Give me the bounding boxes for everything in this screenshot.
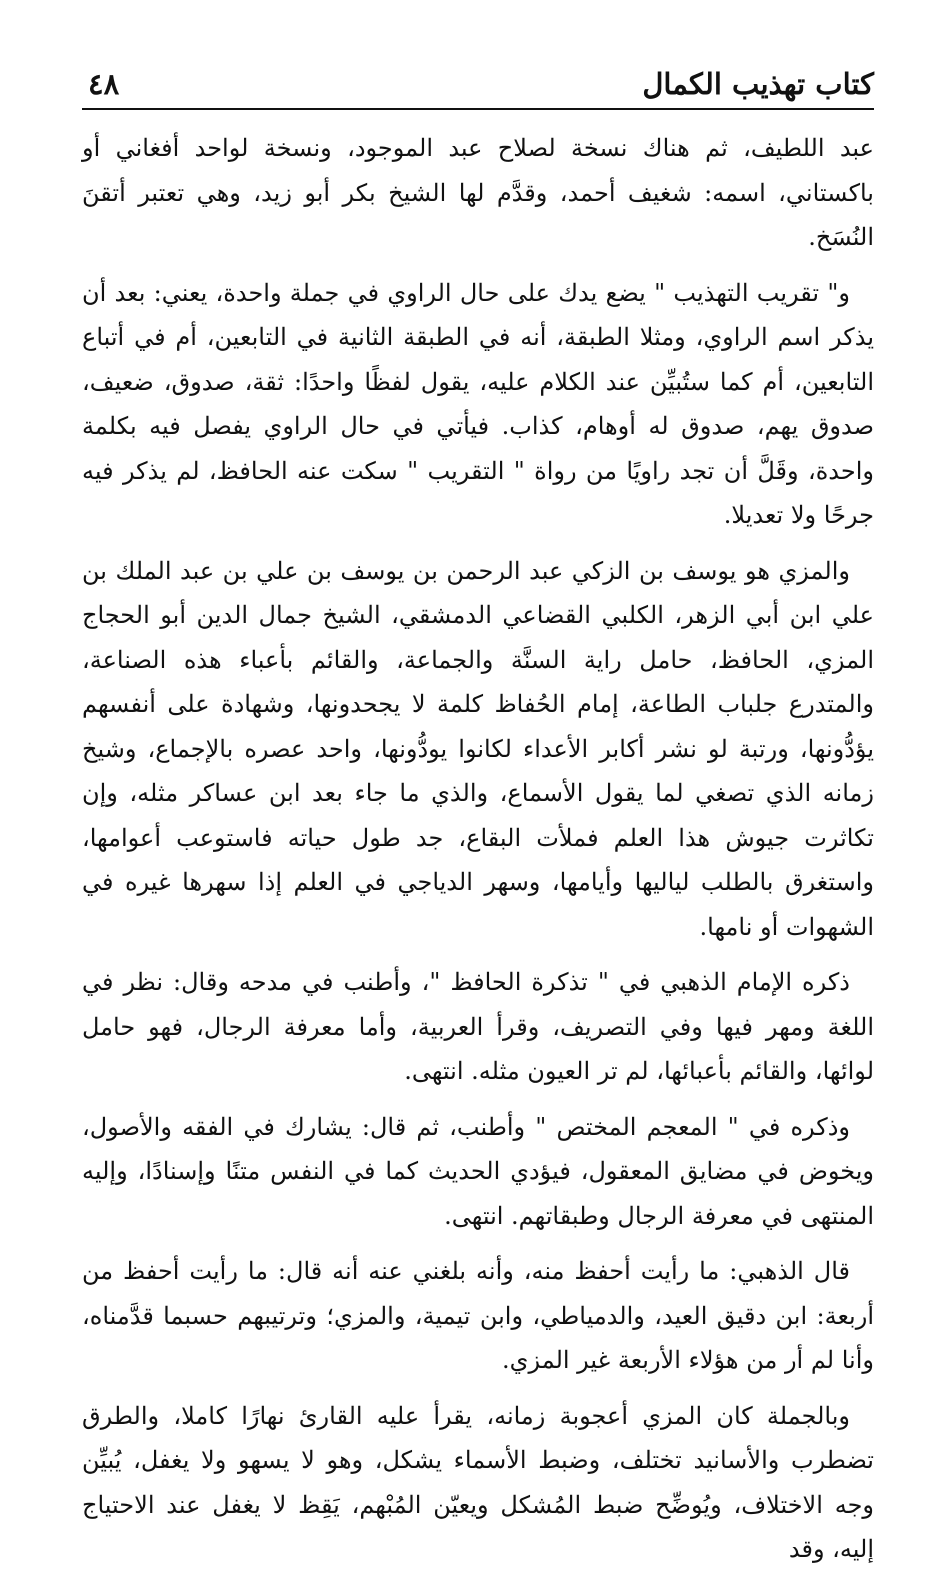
paragraph-7: وبالجملة كان المزي أعجوبة زمانه، يقرأ عليه القارئ نهارًا كاملا، والطرق تضطرب والأسانيد تختلف، وضبط الأسماء يشكل، وهو لا يسهو ولا يغفل، يُبيِّن وجه الاختلاف، ويُوضِّح ضبط المُشكل ويعيّن المُبْهم، يَقِظ لا يغفل عند الاحتياج إليه، وقد (82, 1401, 874, 1563)
page-header (82, 62, 874, 110)
paragraph-3: والمزي هو يوسف بن الزكي عبد الرحمن بن يوسف بن علي بن عبد الملك بن علي ابن أبي الزهر، الكلبي القضاعي الدمشقي، الشيخ جمال الدين أبو الحجاج المزي، الحافظ، حامل راية السنَّة والجماعة، والقائم بأعباء هذه الصناعة، والمتدرع جلباب الطاعة، إمام الحُفاظ كلمة لا يجحدونها، وشهادة على أنفسهم يؤدُّونها، ورتبة لو نشر أكابر الأعداء لكانوا يودُّونها، واحد عصره بالإجماع، وشيخ زمانه الذي تصغي لما يقول الأسماع، والذي ما جاء بعد ابن عساكر مثله، وإن تكاثرت جيوش هذا العلم فملأت البقاع، جد طول حياته فاستوعب أعوامها، واستغرق بالطلب لياليها وأيامها، وسهر الدياجي في العلم إذا سهرها غيره في الشهوات أو نامها. (82, 556, 875, 941)
body-text (82, 126, 874, 1583)
page-number: ٤٨ (88, 67, 120, 101)
paragraph-4: ذكره الإمام الذهبي في " تذكرة الحافظ "، وأطنب في مدحه وقال: نظر في اللغة ومهر فيها وفي التصريف، وقرأ العربية، وأما معرفة الرجال، فهو حامل لوائها، والقائم بأعبائها، لم تر العيون مثله. انتهى. (82, 968, 874, 1085)
paragraph-6: قال الذهبي: ما رأيت أحفظ منه، وأنه بلغني عنه أنه قال: ما رأيت أحفظ من أربعة: ابن دقيق العيد، والدمياطي، وابن تيمية، والمزي؛ وترتيبهم حسبما قدَّمناه، وأنا لم أر من هؤلاء الأربعة غير المزي. (82, 1257, 874, 1374)
paragraph-5: وذكره في " المعجم المختص " وأطنب، ثم قال: يشارك في الفقه والأصول، ويخوض في مضايق المعقول، فيؤدي الحديث كما في النفس متنًا وإسنادًا، وإليه المنتهى في معرفة الرجال وطبقاتهم. انتهى. (82, 1112, 874, 1230)
paragraph-2: و" تقريب التهذيب " يضع يدك على حال الراوي في جملة واحدة، يعني: بعد أن يذكر اسم الراوي، ومثلا الطبقة، أنه في الطبقة الثانية في التابعين، أم في أتباع التابعين، أم كما ستُبيِّن عند الكلام عليه، يقول لفظًا واحدًا: ثقة، صدوق، ضعيف، صدوق يهم، صدوق له أوهام، كذاب. فيأتي في حال الراوي يفصل فيه بكلمة واحدة، وقَلَّ أن تجد راويًا من رواة " التقريب " سكت عنه الحافظ، لم يذكر فيه جرحًا ولا تعديلا. (82, 278, 874, 529)
running-title: كتاب تهذيب الكمال (642, 67, 874, 101)
paragraph-1: عبد اللطيف، ثم هناك نسخة لصلاح عبد الموجود، ونسخة لواحد أفغاني أو باكستاني، اسمه: شغيف أحمد، وقدَّم لها الشيخ بكر أبو زيد، وهي تعتبر أتقنَ النُسَخ. (82, 134, 874, 251)
